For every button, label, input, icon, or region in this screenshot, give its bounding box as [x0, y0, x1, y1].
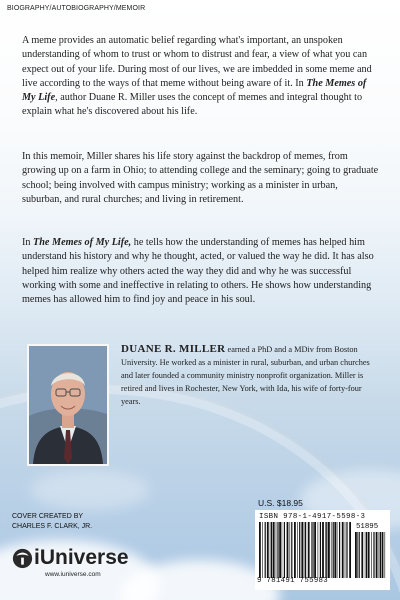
barcode-bar: [328, 522, 330, 578]
iuniverse-logo-icon: [12, 548, 33, 569]
barcode-bar: [297, 522, 298, 578]
barcode-bar: [259, 522, 261, 578]
barcode-bar: [287, 522, 289, 578]
barcode-bar: [273, 522, 275, 578]
barcode-bar: [299, 522, 300, 578]
barcode-bar: [346, 522, 347, 578]
barcode-bar: [320, 522, 321, 578]
category-label: BIOGRAPHY/AUTOBIOGRAPHY/MEMOIR: [7, 5, 146, 12]
barcode-bar: [322, 522, 324, 578]
barcode-bar: [270, 522, 271, 578]
barcode-bar: [359, 532, 360, 578]
book-title: The Memes of My Life: [22, 77, 367, 104]
barcode-bar: [333, 522, 334, 578]
author-photo: [27, 344, 109, 466]
barcode-bar: [371, 532, 372, 578]
barcode-bar: [314, 522, 316, 578]
barcode-bar: [291, 522, 292, 578]
barcode-bar: [304, 522, 305, 578]
barcode-bar: [357, 532, 358, 578]
barcode-bar: [361, 532, 363, 578]
publisher-url: www.iuniverse.com: [45, 571, 101, 578]
barcode-bar: [337, 522, 338, 578]
barcode-bar: [271, 522, 272, 578]
barcode-bar: [282, 522, 283, 578]
barcode-bar: [290, 522, 291, 578]
barcode-bar: [311, 522, 312, 578]
barcode-bar: [366, 532, 367, 578]
barcode-bar: [279, 522, 281, 578]
barcode-bar: [339, 522, 340, 578]
barcode-bar: [326, 522, 327, 578]
barcode-bar: [284, 522, 285, 578]
blurb-paragraph-3: [22, 236, 380, 307]
author-name: DUANE R. MILLER: [121, 343, 226, 355]
barcode-bar: [385, 532, 386, 578]
blurb-text: In: [22, 237, 34, 248]
barcode-bar: [301, 522, 303, 578]
barcode-addon-bars: [355, 532, 387, 578]
barcode-bar: [312, 522, 313, 578]
barcode-bar: [334, 522, 336, 578]
barcode-bars: [259, 522, 353, 578]
barcode-bar: [276, 522, 277, 578]
barcode-bar: [380, 532, 381, 578]
barcode-bar: [331, 522, 332, 578]
barcode-bar: [277, 522, 278, 578]
barcode-bar: [382, 532, 384, 578]
blurb-text: A meme provides an automatic belief regarding what's important, an unspoken understanding of whom to trust or whom to distrust and fear, a view of what you can expect out of your life. During most of our lives, we are imbedded in some meme and live according to the ways of that meme without being aware of it. In: [22, 35, 372, 89]
barcode-bar: [342, 522, 344, 578]
barcode-bar: [265, 522, 266, 578]
author-portrait: [29, 346, 107, 464]
blurb-paragraph-2: In this memoir, Miller shares his life story against the backdrop of memes, from growing up on a farm in Ohio; to attending college and the seminary; going to graduate school; being involved with campus ministry; working as a minister in urban, suburban, and rural churches; and living in retirement.: [22, 151, 379, 205]
barcode-bar: [318, 522, 319, 578]
blurb-text: he tells how the understanding of memes has helped him understand his history and why he thought, acted, or valued the way he did. It has also helped him realize why others acted the way they did and why he was successful working with some and ineffective in relating to others. He shows how understanding memes has allowed him to find joy and peace in his soul.: [22, 237, 374, 306]
barcode-bar: [325, 522, 326, 578]
barcode-bar: [368, 532, 370, 578]
price: U.S. $18.95: [258, 498, 303, 508]
blurb-text: , author Duane R. Miller uses the concept of memes and integral thought to explain what he's discovered about his life.: [22, 92, 363, 118]
cover-credit: [12, 512, 92, 531]
barcode-addon-text: 51895: [356, 523, 379, 531]
barcode-bar: [262, 522, 263, 578]
author-bio: [121, 343, 383, 408]
author-bio-text: earned a PhD and a MDiv from Boston University. He worked as a minister in rural, suburban, and urban churches and later founded a community ministry nonprofit organization. Miller is retired and lives in Rochester, New York, with Ida, his wife of forty-four years.: [121, 345, 370, 406]
cover-credit-line-1: COVER CREATED BY: [12, 513, 84, 520]
barcode-bar: [267, 522, 269, 578]
blurb-paragraph-1: [22, 34, 380, 120]
barcode-bar: [379, 532, 380, 578]
publisher-logo: [12, 545, 129, 571]
barcode-bar: [345, 522, 346, 578]
barcode-bar: [308, 522, 310, 578]
barcode-bar: [305, 522, 306, 578]
cover-credit-line-2: CHARLES F. CLARK, JR.: [12, 522, 93, 530]
barcode-bar: [376, 532, 378, 578]
publisher-name: iUniverse: [34, 546, 129, 569]
barcode-bar: [355, 532, 357, 578]
isbn-text: ISBN 978-1-4917-5598-3: [259, 513, 366, 521]
barcode: [255, 510, 390, 590]
barcode-bar: [365, 532, 366, 578]
ean-text: 9 781491 755983: [257, 577, 329, 585]
barcode-bar: [373, 532, 374, 578]
book-title: The Memes of My Life,: [33, 237, 132, 248]
barcode-bar: [294, 522, 296, 578]
barcode-bar: [349, 522, 351, 578]
